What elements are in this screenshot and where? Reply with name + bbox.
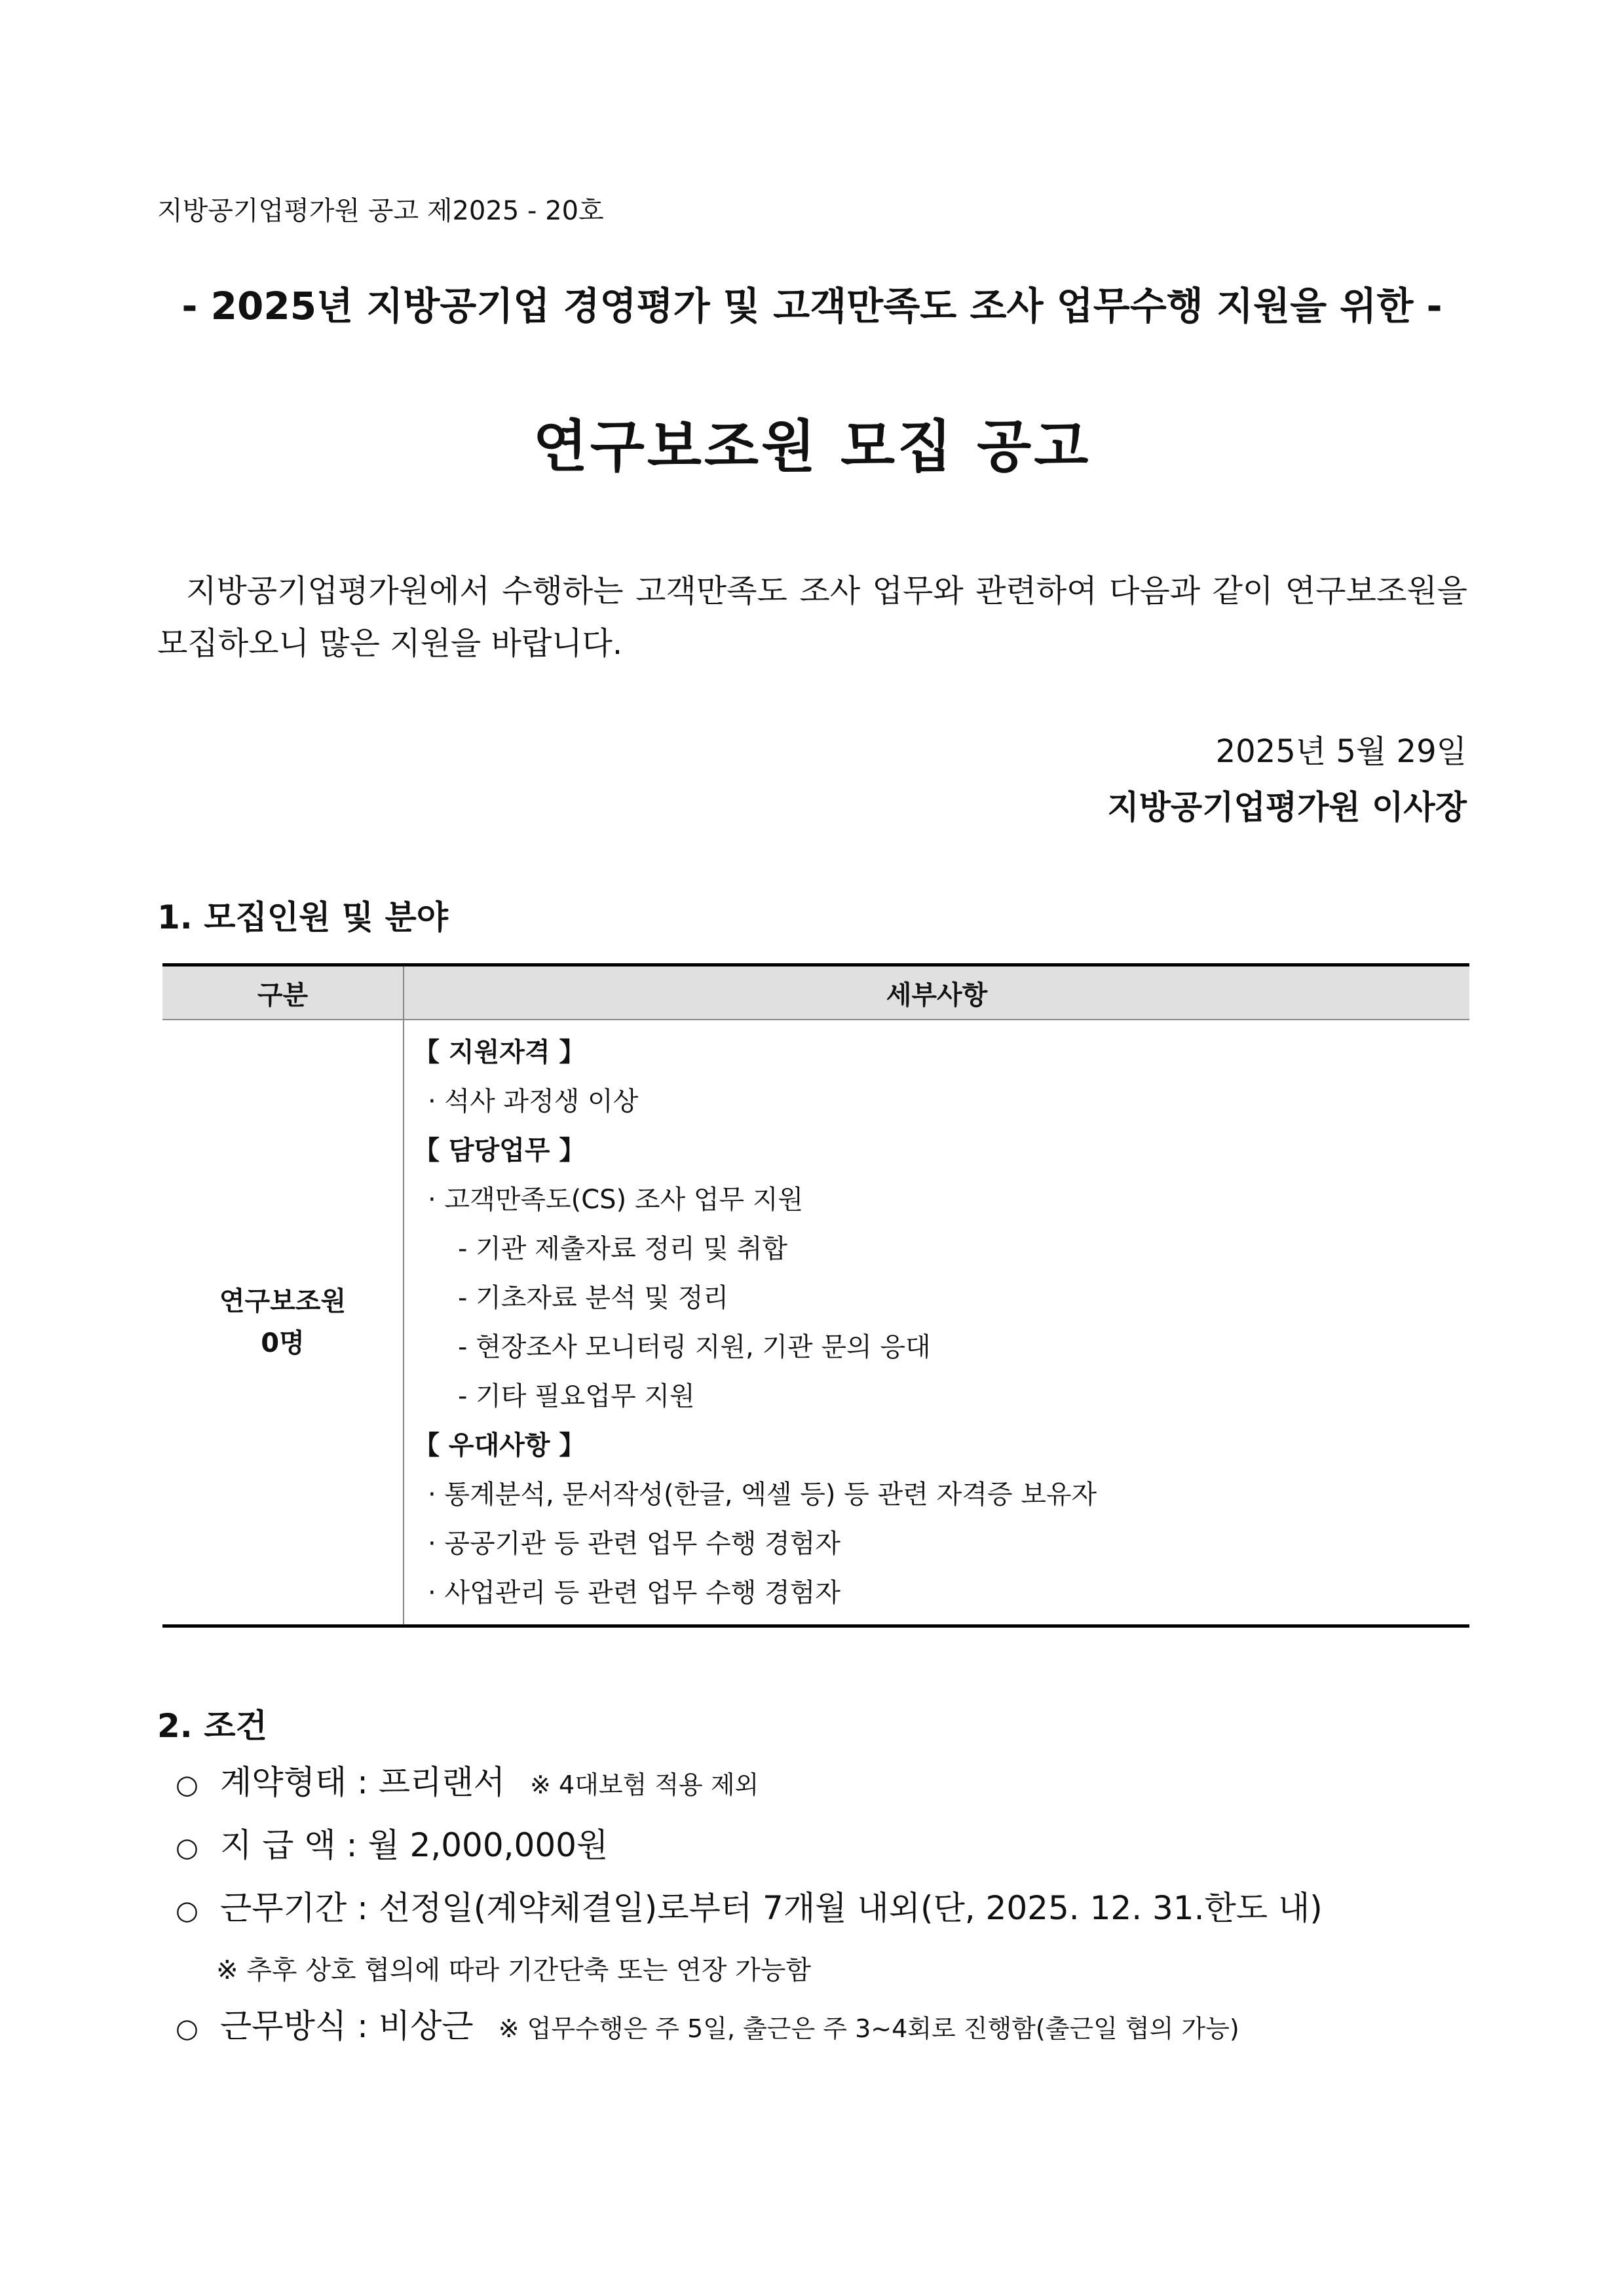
- notice-number: 지방공기업평가원 공고 제2025 - 20호: [157, 196, 604, 226]
- circle-bullet-icon: ○: [176, 2014, 198, 2044]
- condition-pay: [176, 1819, 608, 1866]
- circle-bullet-icon: ○: [176, 1833, 198, 1863]
- table-row: [162, 1020, 1469, 1626]
- detail-item: · 고객만족도(CS) 조사 업무 지원: [428, 1185, 804, 1215]
- detail-subitem: - 기관 제출자료 정리 및 취합: [458, 1234, 788, 1264]
- position-cell: [162, 1020, 404, 1626]
- column-header: 세부사항: [404, 965, 1469, 1020]
- issuer: 지방공기업평가원 이사장: [1107, 788, 1467, 826]
- recruit-table: [162, 963, 1469, 1628]
- condition-note: ※ 4대보험 적용 제외: [530, 1770, 759, 1799]
- condition-label: 계약형태 : 프리랜서: [220, 1763, 506, 1801]
- position-count: 0명: [261, 1328, 305, 1358]
- detail-item: · 석사 과정생 이상: [428, 1086, 639, 1117]
- detail-item: · 사업관리 등 관련 업무 수행 경험자: [428, 1578, 840, 1608]
- section-1-heading: 1. 모집인원 및 분야: [157, 898, 449, 936]
- detail-subitem: - 현장조사 모니터링 지원, 기관 문의 응대: [458, 1332, 931, 1362]
- section-2-heading: 2. 조건: [157, 1707, 267, 1745]
- condition-label: 근무기간 : 선정일(계약체결일)로부터 7개월 내외(단, 2025. 12. 31.한도 내): [220, 1889, 1323, 1927]
- detail-item: · 공공기관 등 관련 업무 수행 경험자: [428, 1529, 840, 1559]
- subtitle: - 2025년 지방공기업 경영평가 및 고객만족도 조사 업무수행 지원을 위한 -: [181, 284, 1443, 328]
- details-cell: [404, 1020, 1469, 1626]
- detail-item: · 통계분석, 문서작성(한글, 엑셀 등) 등 관련 자격증 보유자: [428, 1480, 1097, 1510]
- detail-heading: 【 우대사항 】: [413, 1430, 586, 1461]
- circle-bullet-icon: ○: [176, 1770, 198, 1800]
- page-title: 연구보조원 모집 공고: [533, 414, 1091, 480]
- detail-subitem: - 기초자료 분석 및 정리: [458, 1283, 729, 1313]
- intro-paragraph: 지방공기업평가원에서 수행하는 고객만족도 조사 업무와 관련하여 다음과 같이 연구보조원을 모집하오니 많은 지원을 바랍니다.: [157, 573, 1467, 662]
- position-name: 연구보조원: [219, 1286, 347, 1316]
- column-header: 구분: [162, 965, 404, 1020]
- condition-label: 지 급 액 : 월 2,000,000원: [220, 1826, 609, 1864]
- table-header-row: [162, 965, 1469, 1020]
- detail-heading: 【 지원자격 】: [413, 1037, 586, 1067]
- condition-period: [176, 1882, 1323, 1929]
- condition-label: 근무방식 : 비상근: [220, 2007, 474, 2045]
- condition-note: ※ 업무수행은 주 5일, 출근은 주 3~4회로 진행함(출근일 협의 가능): [498, 2014, 1239, 2043]
- condition-work-type: [176, 2000, 1239, 2047]
- condition-contract-type: [176, 1756, 759, 1803]
- period-note: ※ 추후 상호 협의에 따라 기간단축 또는 연장 가능함: [216, 1955, 812, 1985]
- detail-subitem: - 기타 필요업무 지원: [458, 1381, 695, 1411]
- detail-heading: 【 담당업무 】: [413, 1136, 586, 1166]
- notice-date: 2025년 5월 29일: [1215, 733, 1467, 770]
- circle-bullet-icon: ○: [176, 1896, 198, 1926]
